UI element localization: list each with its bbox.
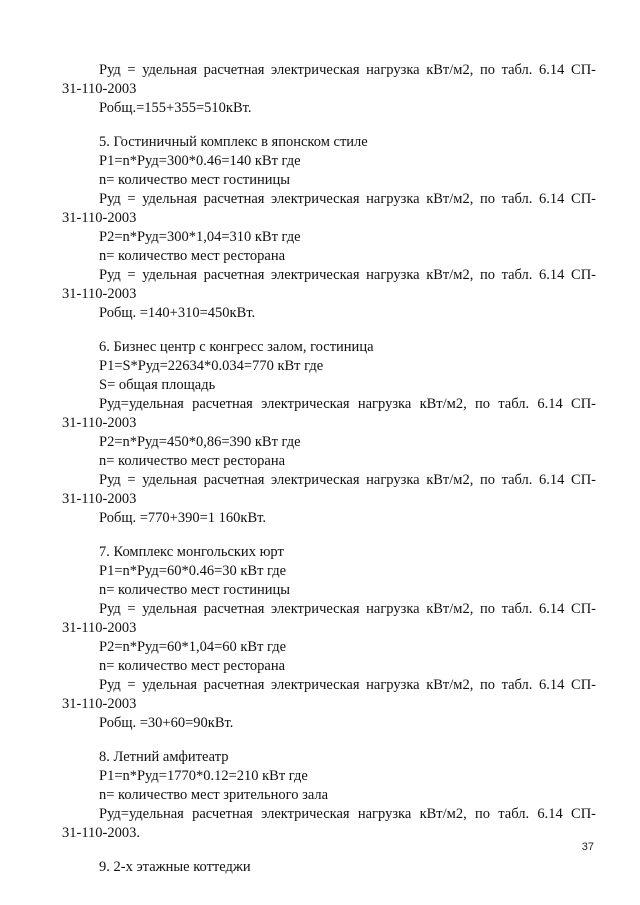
section-heading: 5. Гостиничный комплекс в японском стиле: [99, 134, 368, 150]
text-line: 31-110-2003: [62, 81, 137, 97]
page-number: 37: [581, 841, 594, 853]
text-line: Робщ.=155+355=510кВт.: [99, 100, 252, 116]
text-line: Р2=n*Руд=300*1,04=310 кВт где: [99, 229, 301, 245]
text-line: Р1=n*Руд=1770*0.12=210 кВт где: [99, 768, 308, 784]
text-line: Робщ. =30+60=90кВт.: [99, 715, 234, 731]
text-line: 31-110-2003: [62, 286, 137, 302]
text-line: 31-110-2003: [62, 415, 137, 431]
section-heading: 9. 2-х этажные коттеджи: [99, 859, 251, 875]
text-line: Руд = удельная расчетная электрическая нагрузка кВт/м2, по табл. 6.14 СП-: [99, 601, 596, 617]
text-line: 31-110-2003: [62, 696, 137, 712]
section-heading: 8. Летний амфитеатр: [99, 749, 229, 765]
text-line: Руд=удельная расчетная электрическая нагрузка кВт/м2, по табл. 6.14 СП-: [99, 396, 596, 412]
text-line: 31-110-2003.: [62, 825, 140, 841]
text-line: 31-110-2003: [62, 210, 137, 226]
text-line: n= количество мест ресторана: [99, 453, 286, 469]
text-line: n= количество мест зрительного зала: [99, 787, 329, 803]
text-line: 31-110-2003: [62, 620, 137, 636]
text-line: Руд = удельная расчетная электрическая нагрузка кВт/м2, по табл. 6.14 СП-: [99, 191, 596, 207]
text-line: Руд = удельная расчетная электрическая нагрузка кВт/м2, по табл. 6.14 СП-: [99, 62, 596, 78]
text-line: Р1=S*Руд=22634*0.034=770 кВт где: [99, 358, 324, 374]
text-line: n= количество мест ресторана: [99, 248, 286, 264]
section-heading: 6. Бизнес центр с конгресс залом, гостиница: [99, 339, 374, 355]
text-line: n= количество мест гостиницы: [99, 582, 291, 598]
text-line: 31-110-2003: [62, 491, 137, 507]
text-line: Р1=n*Руд=300*0.46=140 кВт где: [99, 153, 301, 169]
text-line: Руд = удельная расчетная электрическая нагрузка кВт/м2, по табл. 6.14 СП-: [99, 472, 596, 488]
text-line: Р2=n*Руд=450*0,86=390 кВт где: [99, 434, 301, 450]
text-line: S= общая площадь: [99, 377, 216, 393]
text-line: Робщ. =770+390=1 160кВт.: [99, 510, 266, 526]
text-line: Р2=n*Руд=60*1,04=60 кВт где: [99, 639, 287, 655]
text-line: n= количество мест гостиницы: [99, 172, 291, 188]
text-line: Робщ. =140+310=450кВт.: [99, 305, 256, 321]
text-line: Р1=n*Руд=60*0.46=30 кВт где: [99, 563, 287, 579]
text-line: Руд = удельная расчетная электрическая нагрузка кВт/м2, по табл. 6.14 СП-: [99, 677, 596, 693]
section-heading: 7. Комплекс монгольских юрт: [99, 544, 284, 560]
text-line: Руд = удельная расчетная электрическая нагрузка кВт/м2, по табл. 6.14 СП-: [99, 267, 596, 283]
text-line: Руд=удельная расчетная электрическая нагрузка кВт/м2, по табл. 6.14 СП-: [99, 806, 596, 822]
text-line: n= количество мест ресторана: [99, 658, 286, 674]
